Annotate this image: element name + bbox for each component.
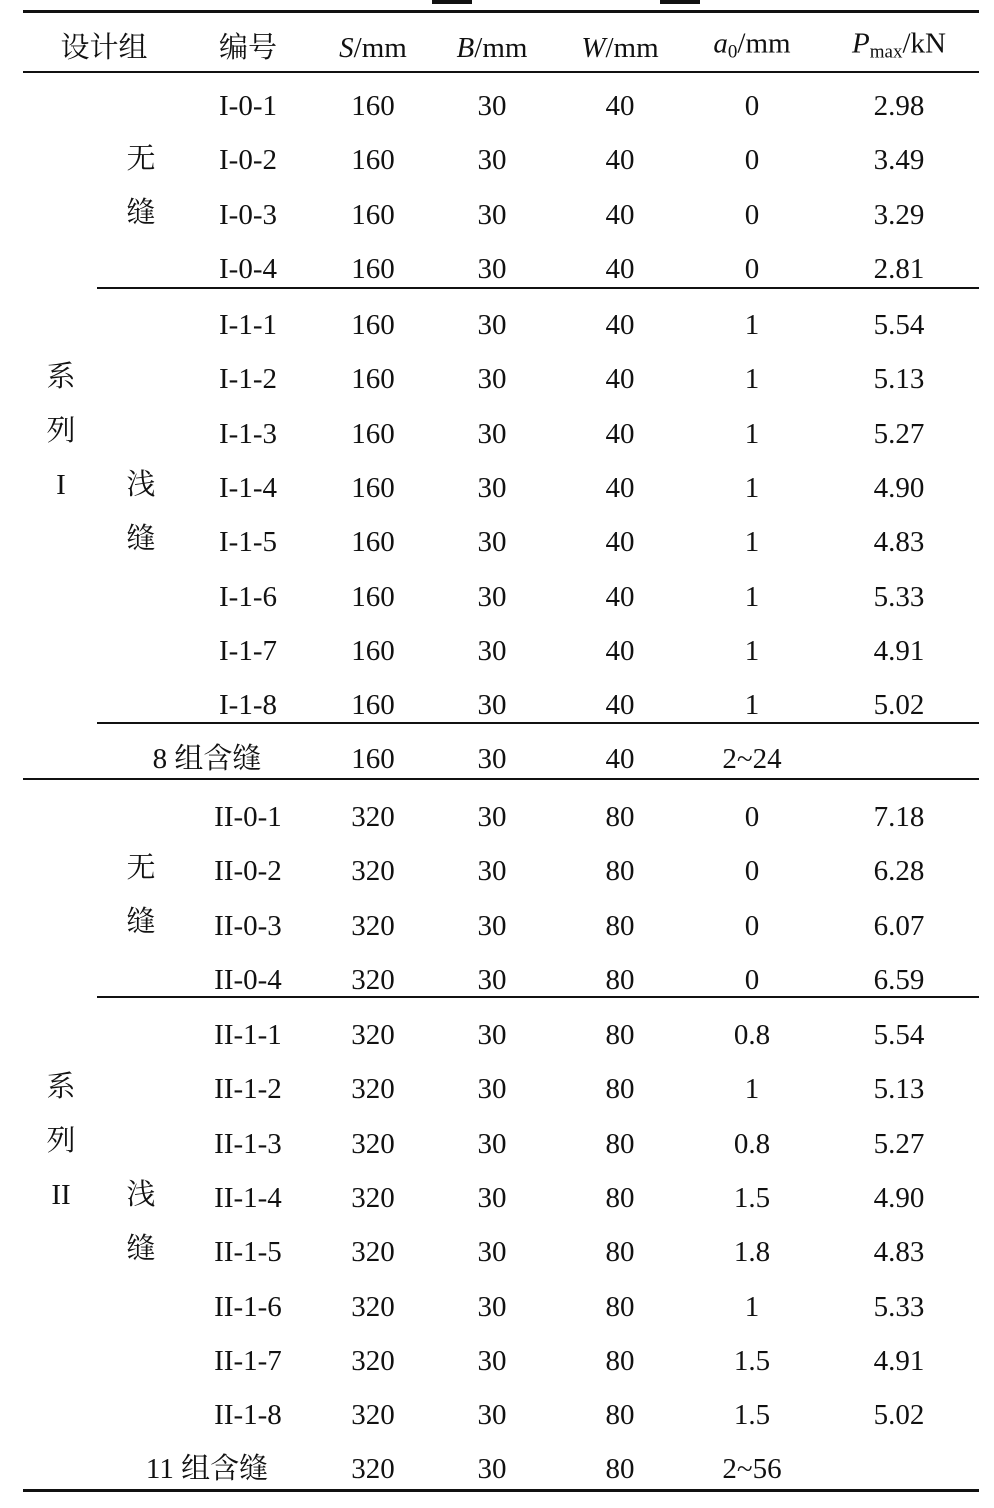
table-cell: 320 [351,1290,395,1323]
table-cell: 0 [744,90,760,122]
table-cell: I-1-4 [219,471,277,504]
summary-cell: 320 [351,1453,395,1485]
table-cell: 30 [477,90,507,122]
table-cell: 1 [744,417,760,450]
table-cell: 0.8 [733,1019,771,1051]
table-cell: 30 [477,1019,507,1051]
table-cell: 40 [605,309,635,341]
table-cell: 30 [477,689,507,722]
table-cell: 2.98 [873,90,925,122]
table-cell: 80 [605,855,635,888]
table-cell: 5.13 [873,363,925,396]
table-cell: 4.91 [873,1344,925,1377]
table-cell: I-0-2 [219,144,277,177]
table-cell: 1 [744,1290,760,1323]
table-cell: 320 [351,1399,395,1432]
table-cell: 80 [605,963,635,996]
series2-label: 系 列 II [46,1071,76,1211]
table-cell: 30 [477,909,507,942]
table-cell: 160 [351,309,395,341]
table-cell: 40 [605,90,635,122]
table-cell: 1 [744,526,760,559]
table-cell: 30 [477,1073,507,1106]
top-rule [23,10,979,13]
series1-shallow-label: 浅 缝 [126,469,156,555]
table-cell: 40 [605,417,635,450]
table-cell: 0 [744,801,760,833]
summary-label: 11 组含缝 [145,1453,269,1485]
series1-label: 系 列 I [46,361,76,501]
table-cell: 160 [351,90,395,122]
table-cell: 1 [744,363,760,396]
table-cell: 1.5 [733,1399,771,1432]
table-cell: 40 [605,634,635,667]
table-cell: 160 [351,689,395,722]
table-cell: 160 [351,363,395,396]
table-cell: 160 [351,580,395,613]
table-cell: 5.02 [873,1399,925,1432]
table-cell: 0.8 [733,1127,771,1160]
summary-cell: 30 [477,743,507,775]
table-cell: 30 [477,1181,507,1214]
table-cell: 0 [744,963,760,996]
table-cell: I-0-1 [219,90,277,122]
table-cell: 80 [605,1290,635,1323]
table-cell: I-0-3 [219,198,277,231]
header-pmax: $P_{max}/kN$ [852,27,946,63]
table-cell: 4.91 [873,634,925,667]
summary-cell: 2~56 [722,1453,782,1485]
summary-cell: 2~24 [722,743,782,775]
table-cell: II-1-7 [214,1344,282,1377]
table-cell: 320 [351,1019,395,1051]
table-cell: 30 [477,801,507,833]
header-s: S/mm [339,32,407,64]
series1-nocrack-rule [97,287,979,289]
table-cell: 320 [351,1181,395,1214]
table-cell: 320 [351,1127,395,1160]
table-cell: II-1-1 [214,1019,282,1051]
table-cell: 30 [477,1344,507,1377]
table-cell: I-1-1 [219,309,277,341]
table-cell: I-1-7 [219,634,277,667]
table-cell: 30 [477,526,507,559]
table-cell: 0 [744,909,760,942]
table-cell: 80 [605,1236,635,1269]
table-cell: 1 [744,580,760,613]
table-cell: 160 [351,252,395,285]
table-cell: I-1-6 [219,580,277,613]
table-cell: 1 [744,689,760,722]
table-cell: 1 [744,309,760,341]
table-cell: 80 [605,801,635,833]
header-group: 设计组 [60,32,148,64]
table-cell: 30 [477,309,507,341]
table-cell: 4.83 [873,1236,925,1269]
table-cell: 160 [351,634,395,667]
table-cell: 5.33 [873,580,925,613]
table-cell: I-1-2 [219,363,277,396]
table-cell: 160 [351,198,395,231]
table-cell: II-0-3 [214,909,282,942]
table-cell: 320 [351,1236,395,1269]
table-cell: 80 [605,1344,635,1377]
table-cell: 40 [605,689,635,722]
table-cell: 160 [351,417,395,450]
bottom-rule [23,1489,979,1492]
table-cell: I-1-3 [219,417,277,450]
caption-fragment [432,0,472,4]
header-rule [23,71,979,73]
table-cell: 160 [351,471,395,504]
table-cell: 1.8 [733,1236,771,1269]
summary-cell: 160 [351,743,395,775]
table-cell: 5.54 [873,309,925,341]
table-cell: 160 [351,144,395,177]
table-cell: 80 [605,1181,635,1214]
table-cell: II-1-6 [214,1290,282,1323]
table-cell: 40 [605,198,635,231]
table-cell: 6.07 [873,909,925,942]
table-cell: 30 [477,198,507,231]
table-cell: 30 [477,417,507,450]
header-b: B/mm [456,32,528,64]
table-cell: I-0-4 [219,252,277,285]
header-a0: $a_0/mm$ [713,27,791,63]
table-cell: 30 [477,363,507,396]
table-cell: 320 [351,909,395,942]
table-cell: 5.27 [873,1127,925,1160]
table-cell: 1 [744,634,760,667]
table-cell: 30 [477,963,507,996]
table-cell: 320 [351,963,395,996]
table-cell: 80 [605,1019,635,1051]
table-cell: 80 [605,1399,635,1432]
table-cell: 0 [744,198,760,231]
table-cell: 30 [477,1127,507,1160]
table-cell: 30 [477,580,507,613]
table-cell: 4.83 [873,526,925,559]
table-cell: 80 [605,1073,635,1106]
header-w: W/mm [581,32,659,64]
table-cell: II-0-4 [214,963,282,996]
table-cell: 6.28 [873,855,925,888]
table-cell: 1 [744,471,760,504]
table-cell: 0 [744,855,760,888]
table-cell: 4.90 [873,1181,925,1214]
series2-shallow-label: 浅 缝 [126,1179,156,1265]
summary-cell: 80 [605,1453,635,1485]
table-cell: 3.29 [873,198,925,231]
summary-cell: 30 [477,1453,507,1485]
summary-label: 8 组含缝 [152,743,262,775]
table-cell: 3.49 [873,144,925,177]
table-cell: 40 [605,363,635,396]
table-cell: 2.81 [873,252,925,285]
table-cell: 0 [744,252,760,285]
table-cell: 5.54 [873,1019,925,1051]
table-cell: 0 [744,144,760,177]
table-cell: 320 [351,801,395,833]
table-cell: 30 [477,1399,507,1432]
table-cell: 40 [605,526,635,559]
table-cell: 1 [744,1073,760,1106]
table-cell: 5.33 [873,1290,925,1323]
table-cell: 40 [605,580,635,613]
table-cell: II-1-4 [214,1181,282,1214]
series1-summary-rule [23,778,979,780]
table-cell: 30 [477,855,507,888]
table-cell: II-0-1 [214,801,282,833]
table-cell: 5.13 [873,1073,925,1106]
table-cell: 40 [605,252,635,285]
table-cell: 320 [351,1344,395,1377]
table-cell: 7.18 [873,801,925,833]
table-cell: 4.90 [873,471,925,504]
table-cell: 30 [477,1236,507,1269]
table-cell: 320 [351,855,395,888]
table-cell: 160 [351,526,395,559]
table-cell: 80 [605,1127,635,1160]
table-cell: II-1-5 [214,1236,282,1269]
table-cell: 40 [605,144,635,177]
table-cell: 30 [477,1290,507,1323]
table-cell: 80 [605,909,635,942]
table-cell: 30 [477,144,507,177]
table-cell: 5.27 [873,417,925,450]
table-cell: 6.59 [873,963,925,996]
table-cell: 40 [605,471,635,504]
table-cell: 1.5 [733,1181,771,1214]
table-cell: 30 [477,634,507,667]
table-cell: II-1-2 [214,1073,282,1106]
table-cell: I-1-5 [219,526,277,559]
table-cell: I-1-8 [219,689,277,722]
table-cell: 1.5 [733,1344,771,1377]
table-cell: 5.02 [873,689,925,722]
series2-nocrack-label: 无 缝 [126,852,156,938]
summary-cell: 40 [605,743,635,775]
table-cell: II-0-2 [214,855,282,888]
table-cell: 320 [351,1073,395,1106]
table-cell: II-1-3 [214,1127,282,1160]
table-cell: 30 [477,252,507,285]
series1-nocrack-label: 无 缝 [126,143,156,229]
table-cell: 30 [477,471,507,504]
caption-fragment [660,0,700,4]
header-id: 编号 [218,32,278,64]
table-cell: II-1-8 [214,1399,282,1432]
